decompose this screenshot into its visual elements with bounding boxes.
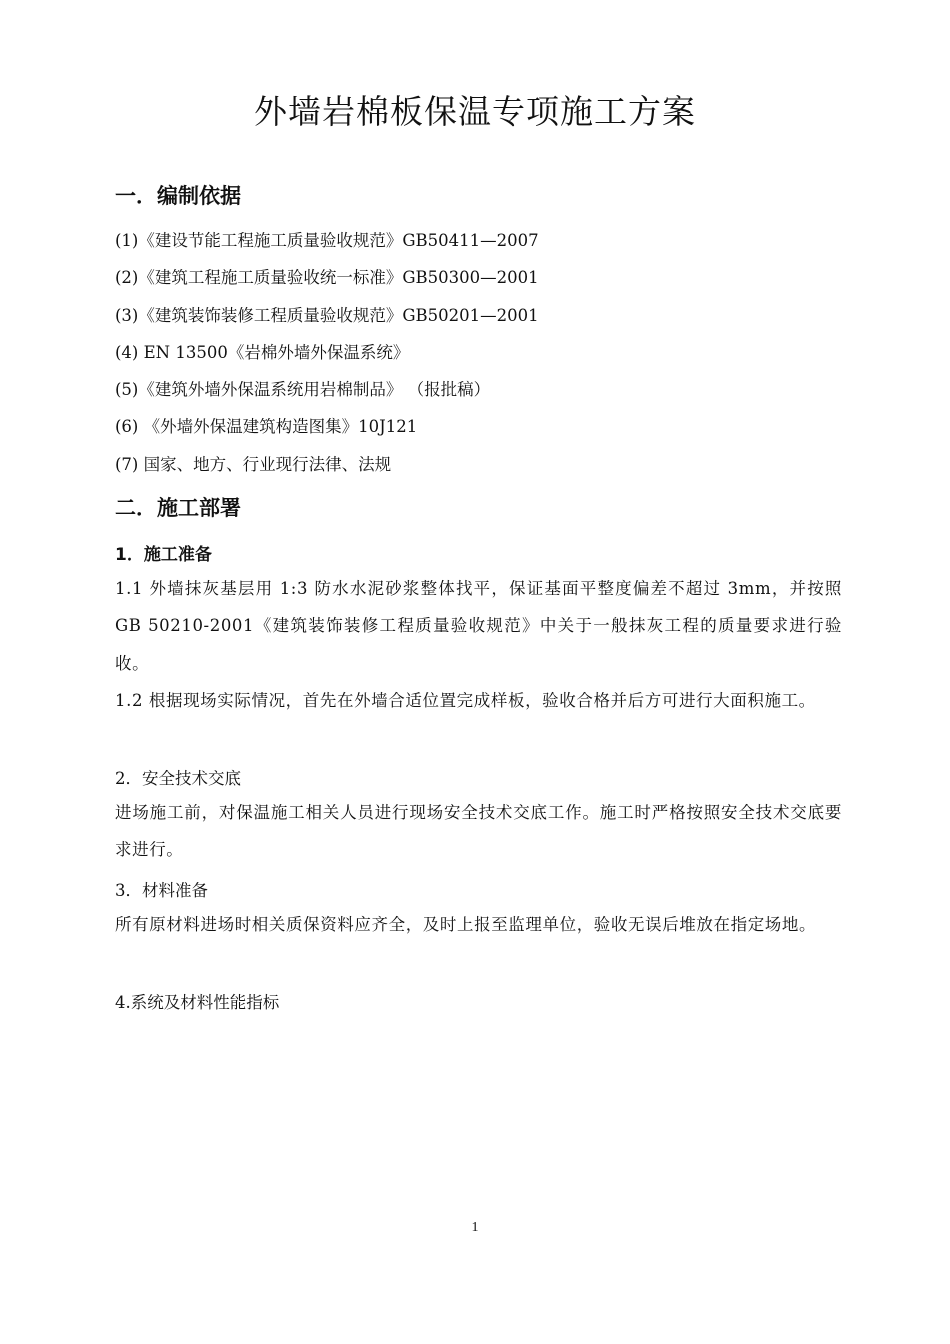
list-item: (2)《建筑工程施工质量验收统一标准》GB50300—2001: [115, 268, 539, 288]
list-item: (7) 国家、地方、行业现行法律、法规: [115, 454, 392, 474]
document-title: 外墙岩棉板保温专项施工方案: [254, 92, 696, 131]
list-item: (3)《建筑装饰装修工程质量验收规范》GB50201—2001: [115, 305, 539, 325]
list-item: (5)《建筑外墙外保温系统用岩棉制品》 （报批稿）: [115, 380, 491, 400]
paragraph-materials: 所有原材料进场时相关质保资料应齐全，及时上报至监理单位，验收无误后堆放在指定场地。: [115, 915, 817, 934]
subheading-safety: 2．安全技术交底: [115, 769, 241, 788]
paragraph-safety: 进场施工前，对保温施工相关人员进行现场安全技术交底工作。施工时严格按照安全技术交底要求进行。: [115, 803, 842, 860]
section-heading-deployment: 二．施工部署: [115, 496, 241, 520]
section-heading-basis: 一．编制依据: [115, 184, 241, 208]
list-item: (4) EN 13500《岩棉外墙外保温系统》: [115, 342, 410, 362]
list-item: (1)《建设节能工程施工质量验收规范》GB50411—2007: [115, 231, 539, 250]
subheading-preparation: 1．施工准备: [115, 545, 212, 565]
reference-list: [115, 228, 539, 489]
paragraph-1-1: 1.1 外墙抹灰基层用 1:3 防水水泥砂浆整体找平，保证基面平整度偏差不超过 3mm，并按照 GB 50210-2001《建筑装饰装修工程质量验收规范》中关于一般抹灰工程的质量要求进行验收。: [115, 579, 842, 673]
list-item: (6) 《外墙外保温建筑构造图集》10J121: [115, 417, 418, 437]
subheading-materials: 3．材料准备: [115, 881, 208, 900]
paragraph-1-2: 1.2 根据现场实际情况，首先在外墙合适位置完成样板，验收合格并后方可进行大面积施工。: [115, 691, 816, 710]
subheading-performance: 4.系统及材料性能指标: [115, 993, 280, 1012]
page-number: 1: [471, 1220, 479, 1235]
